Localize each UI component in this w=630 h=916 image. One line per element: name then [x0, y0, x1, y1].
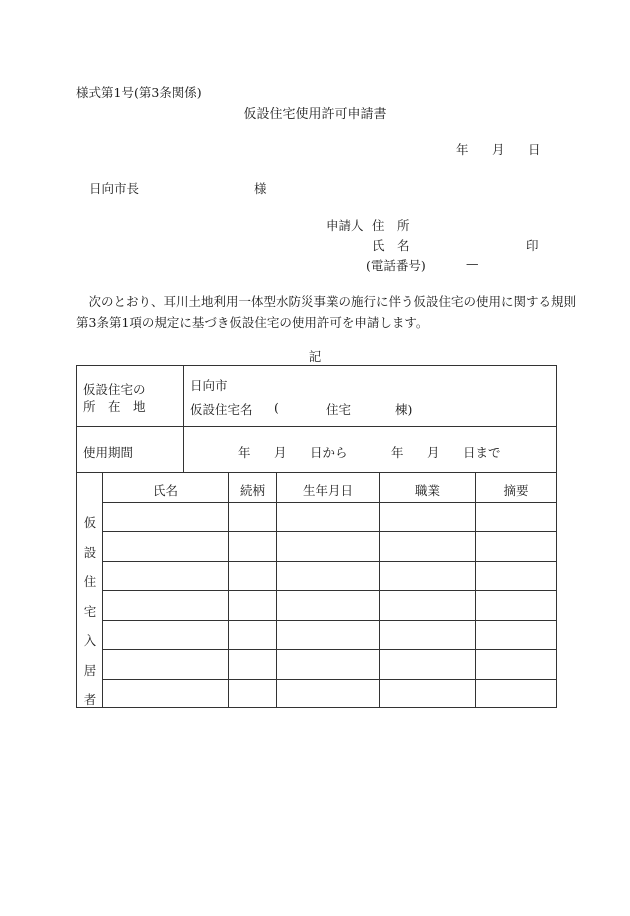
row-divider [77, 472, 556, 473]
column-header-remarks: 摘要 [503, 483, 529, 498]
column-header-birthdate: 生年月日 [302, 483, 353, 498]
period-year-to: 年 [391, 445, 404, 460]
residents-label-char: 仮 [83, 515, 97, 530]
row-divider [102, 502, 556, 503]
col-divider [276, 472, 277, 707]
row-divider [102, 531, 556, 532]
period-month-to: 月 [427, 445, 440, 460]
applicant-address-label: 住 所 [372, 218, 410, 233]
applicant-block [0, 216, 630, 276]
date-month: 月 [492, 142, 505, 157]
col-divider [228, 472, 229, 707]
period-label: 使用期間 [83, 445, 134, 460]
row-divider [102, 649, 556, 650]
row-divider [77, 426, 556, 427]
applicant-name-label: 氏 名 [372, 238, 410, 253]
request-text-line-2: 第3条第1項の規定に基づき仮設住宅の使用許可を申請します。 [76, 315, 429, 330]
location-city: 日向市 [190, 378, 228, 393]
addressee-honorific: 様 [254, 181, 267, 196]
building-label: 棟) [395, 402, 413, 417]
request-text-line-1: 次のとおり、耳川土地利用一体型水防災事業の施行に伴う仮設住宅の使用に関する規則 [76, 294, 577, 309]
addressee-name: 日向市長 [89, 181, 140, 196]
residents-label-char: 者 [83, 692, 97, 707]
housing-name-label: 仮設住宅名 [190, 402, 253, 417]
document-title: 仮設住宅使用許可申請書 [243, 107, 387, 122]
date-line [0, 140, 630, 156]
residents-label [77, 508, 103, 715]
paren-open: ( [274, 400, 279, 415]
col-divider [475, 472, 476, 707]
residents-label-char: 住 [83, 574, 97, 589]
ki-heading: 記 [308, 349, 322, 364]
applicant-label: 申請人 [326, 218, 364, 233]
residents-label-char: 設 [83, 544, 97, 560]
addressee [0, 179, 630, 195]
phone-dash: — [466, 256, 479, 271]
period-day-from: 日から [310, 445, 348, 460]
column-header-relationship: 続柄 [239, 483, 265, 498]
col-divider [379, 472, 380, 707]
residents-label-char: 宅 [83, 603, 97, 619]
form-number: 様式第1号(第3条関係) [76, 85, 202, 100]
application-table [76, 365, 557, 708]
row-divider [102, 590, 556, 591]
period-month-from: 月 [274, 445, 287, 460]
housing-label: 住宅 [326, 402, 352, 417]
col-divider [183, 366, 184, 472]
date-day: 日 [528, 142, 541, 157]
applicant-phone-label: (電話番号) [366, 258, 426, 273]
row-divider [102, 679, 556, 680]
row-divider [102, 561, 556, 562]
row-divider [102, 620, 556, 621]
location-label-line-2: 所 在 地 [83, 399, 146, 414]
column-header-occupation: 職業 [414, 483, 440, 498]
location-label-line-1: 仮設住宅の [83, 382, 146, 397]
residents-label-char: 居 [83, 662, 97, 678]
residents-label-char: 入 [83, 633, 97, 648]
period-day-to: 日まで [463, 445, 501, 460]
date-year: 年 [456, 142, 469, 157]
column-header-name: 氏名 [152, 483, 178, 498]
request-text [76, 291, 577, 333]
period-year-from: 年 [238, 445, 251, 460]
seal-mark: 印 [526, 238, 539, 253]
